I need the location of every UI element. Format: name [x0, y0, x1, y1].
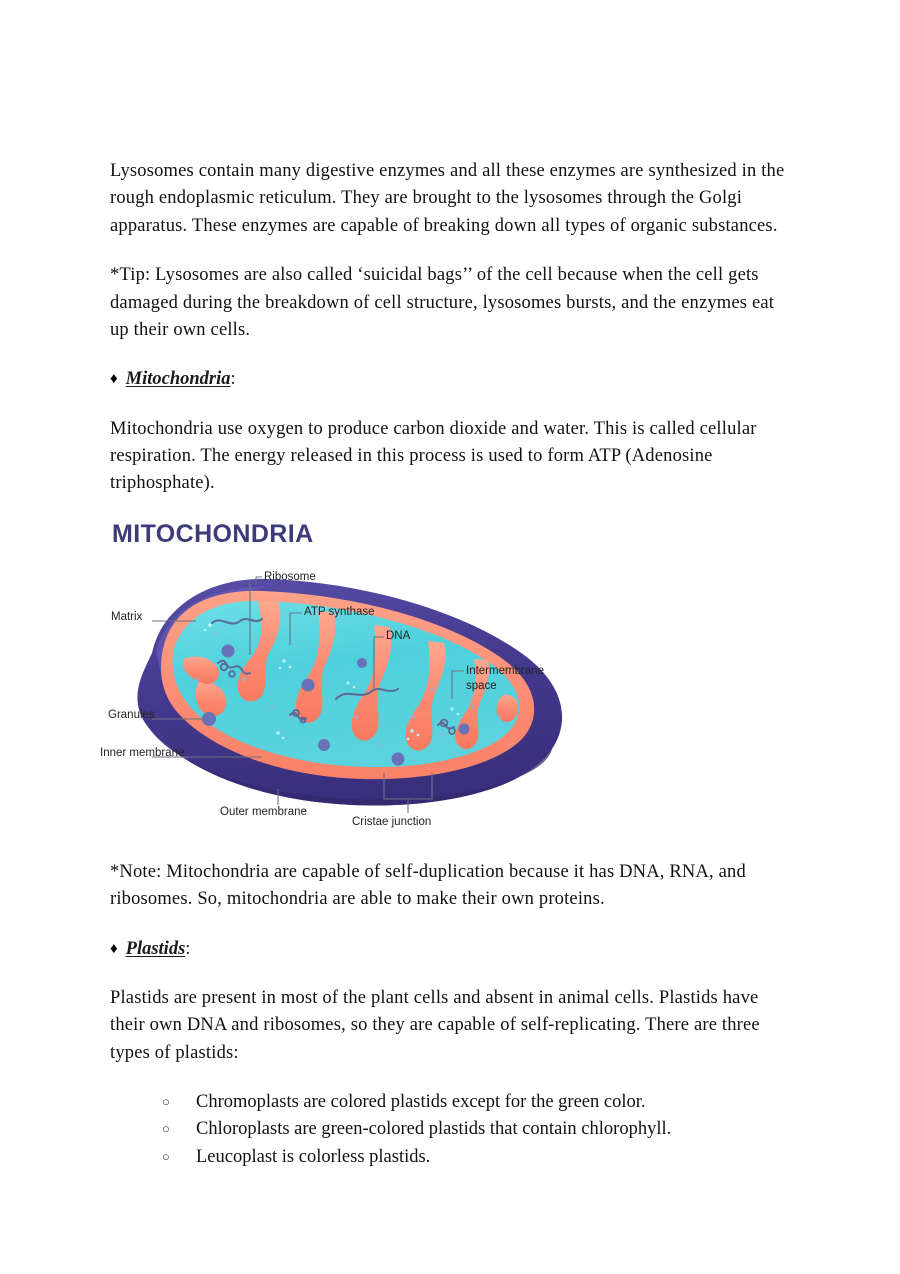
figure-label-intermembrane-space — [466, 664, 544, 694]
figure-label-inner-membrane — [100, 747, 184, 759]
figure-mitochondria — [100, 519, 790, 839]
list-item-text: Chromoplasts are colored plastids except for the green color. — [196, 1092, 646, 1112]
figure-label-matrix-text: Matrix — [111, 610, 143, 623]
paragraph-mitochondria-body: Mitochondria use oxygen to produce carbon dioxide and water. This is called cellular respiration. The energy released in this process is used to form ATP (Adenosine triphosphate). — [110, 418, 757, 494]
figure-label-ribosome-text: Ribosome — [264, 570, 316, 583]
diamond-bullet-icon: ♦ — [110, 371, 118, 388]
figure-label-atp-synthase-text: ATP synthase — [304, 605, 375, 618]
figure-label-intermembrane-line1: Intermembrane — [466, 664, 544, 677]
diamond-bullet-icon-plastids: ♦ — [110, 940, 118, 957]
circle-bullet-icon: ○ — [162, 1148, 170, 1164]
list-item — [162, 1089, 790, 1115]
figure-label-granules-text: Granules — [108, 708, 155, 721]
figure-label-ribosome — [264, 571, 316, 583]
figure-title: MITOCHONDRIA — [112, 519, 314, 548]
paragraph-lysosome-enzymes: Lysosomes contain many digestive enzymes and all these enzymes are synthesized in the rough endoplasmic reticulum. They are brought to the lysosomes through the Golgi apparatus. These enzymes are capable of breaking down all types of organic substances. — [110, 161, 785, 236]
list-item — [162, 1144, 790, 1170]
figure-label-matrix — [111, 611, 142, 623]
paragraph-mitochondria-note: *Note: Mitochondria are capable of self-duplication because it has DNA, RNA, and ribosomes. So, mitochondria are able to make their own proteins. — [110, 861, 746, 910]
heading-plastids-label: Plastids — [125, 938, 186, 959]
circle-bullet-icon: ○ — [162, 1094, 170, 1109]
heading-plastids — [110, 936, 790, 963]
list-item — [162, 1116, 790, 1142]
figure-label-inner-membrane-text: Inner membrane — [100, 746, 185, 759]
mitochondria-diagram — [100, 567, 572, 839]
circle-bullet-icon: ○ — [162, 1121, 170, 1137]
figure-label-cristae-junction — [352, 816, 431, 828]
figure-label-granules — [108, 709, 155, 721]
paragraph-lysosome-tip: *Tip: Lysosomes are also called ‘suicidal bags’’ of the cell because when the cell gets damaged during the breakdown of cell structure, lysosomes bursts, and the enzymes eat up their own cells. — [110, 265, 775, 340]
heading-mitochondria-colon: : — [230, 369, 236, 390]
figure-label-atp-synthase — [304, 606, 375, 618]
figure-label-dna — [386, 630, 410, 642]
heading-mitochondria — [110, 366, 790, 393]
figure-label-outer-membrane — [220, 806, 307, 818]
figure-label-dna-text: DNA — [386, 629, 411, 642]
document-content — [100, 158, 790, 1171]
paragraph-plastids-body: Plastids are present in most of the plant cells and absent in animal cells. Plastids have their own DNA and ribosomes, so they are capable of self-replicating. There are three types of plastids: — [110, 987, 760, 1063]
list-item-text: Leucoplast is colorless plastids. — [196, 1146, 431, 1167]
heading-plastids-colon: : — [185, 938, 191, 959]
plastid-types-list — [110, 1089, 790, 1170]
figure-label-intermembrane-line2: space — [466, 679, 497, 692]
heading-mitochondria-label: Mitochondria — [125, 369, 231, 390]
figure-label-cristae-junction-text: Cristae junction — [352, 815, 432, 828]
list-item-text: Chloroplasts are green-colored plastids that contain chlorophyll. — [196, 1119, 672, 1140]
figure-label-outer-membrane-text: Outer membrane — [220, 805, 307, 818]
